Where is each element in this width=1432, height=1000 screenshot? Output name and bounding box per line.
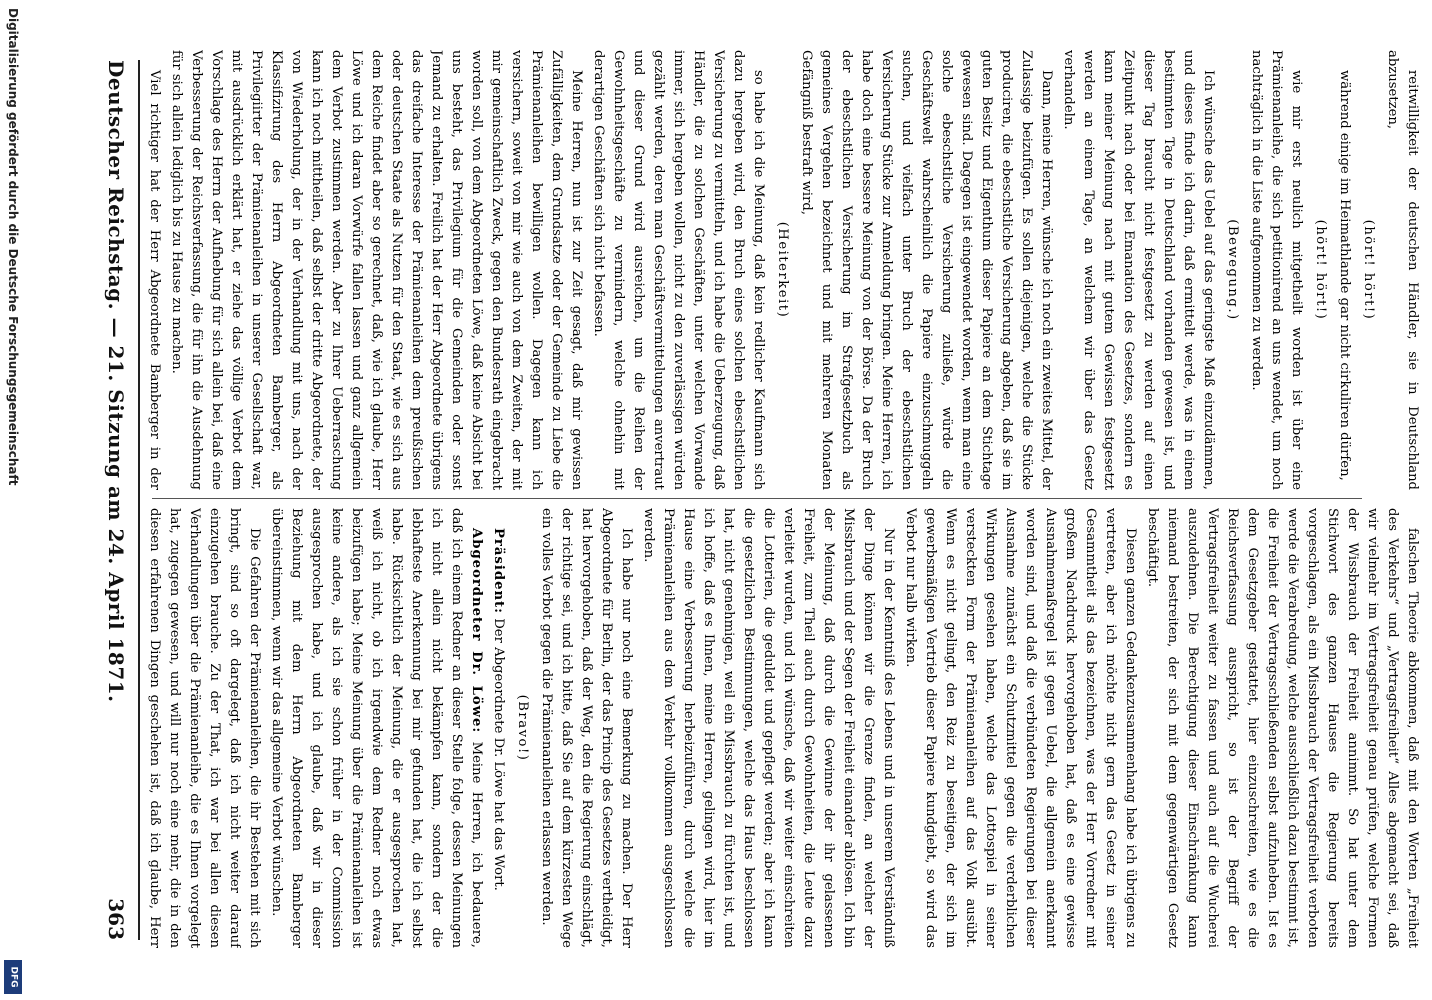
right-paragraph-7: Die Gefahren der Prämienanleihen, die ihr Bestehen mit sich bringt, sind so oft dargelegt, daß ich nicht weiter darauf einzugehen brauche. Zu der That, ich war bei allen diesen Verhandlungen über die Prämienanleihe, die es Ihnen vorgelegt hat, zugegen gewesen, und will nur noch eine mehr, die in den diesen erfahrenen Dingen geschehen ist, daß ich glaube, Herr	[147, 508, 262, 948]
right-paragraph-1: falschen Theorie abkommen, daß mit den Worten „Freiheit des Verkehrs“ und „Vertragsfreiheit“ Alles abgemacht sei, daß wir vielmehr im Vertragsfreiheit genau prüfen, welche Formen der Wissbrauch der Freiheit annimmt. So hat unter dem Stichwort des ganzen Hauses die Regierung bereits vorgeschlagen, als ein Missbrauch der Vertragsfreiheit verboten werde die Verabredung, welche ausschließlich dazu bestimmt ist, die Freiheit der Vertragsschließenden selbst aufzuheben. Ist es dem Gesetzgeber gestattet, hier einzuschreiten, wie es die Reichsverfassung ausspricht, so ist der Begriff der Vertragsfreiheit weiter zu fassen und auch auf die Wucherei auszudehnen. Die Berechtigung dieser Einschränkung kann niemand bestreiten, der sich mit dem gegenwärtigen Gesetz beschäftigt.	[1145, 508, 1420, 948]
page-number: 363	[104, 898, 128, 940]
left-interjection-2: (hört! hört!)	[1313, 219, 1328, 321]
right-paragraph-5: Der Abgeordnete Dr. Löwe hat das Wort.	[491, 618, 506, 891]
speaker-loewe: Abgeordneter Dr. Löwe:	[469, 528, 484, 734]
left-interjection-4: (Heiterkeit)	[775, 221, 790, 319]
left-paragraph-8: Viel richtiger hat der Herr Abgeordnete Bamberger in der	[147, 70, 162, 490]
dfg-logo	[4, 960, 22, 994]
right-paragraph-3: Nur in der Kenntniß des Lebens und in unserem Verständniß der Dinge können wir die Grenze finden, an welcher der Missbrauch und der Segen der Freiheit einander ablösen. Ich bin der Meinung, daß durch die Gewinne der ihr gelassenen Freiheit, zum Theil auch durch Gewohnheiten, die Leute dazu verleitet wurden, und ich wünsche, daß wir weiter einschreiten die Lotterien, die geduldet und gepflegt werden; aber ich kann die gesetzlichen Bestimmungen, welche das Haus beschlossen hat, nicht genehmigen, weil ein Missbrauch zu fürchten ist, und ich hoffe, daß es Ihnen, meine Herren, gelingen wird, hier im Hause eine Verbesserung herbeizuführen, durch welche die Prämienanleihen aus dem Verkehr vollkommen ausgeschlossen werden.	[641, 508, 896, 948]
right-paragraph-4: Ich habe nur noch eine Bemerkung zu machen. Der Herr Abgeordnete für Berlin, der das Princip des Gesetzes vertheidigt, hat hervorgehoben, daß der Weg, den die Regierung einschlägt, der richtige sei, und ich bitte, daß Sie auf dem kürzesten Wege ein volles Verbot gegen die Prämienanleihen erlassen werden.	[539, 508, 634, 948]
right-interjection-1: (Bravo!)	[515, 694, 530, 762]
left-paragraph-4: Ich wünsche das Uebel auf das geringste Maß einzudämmen, und dieses finde ich darin, daß ermittelt werde, was in einem bestimmten Tage in Deutschland vorhanden gewesen ist, und dieser Tag braucht nicht festgesetzt zu werden auf einen Zeitpunkt nach oder bei Emanation des Gesetzes, sondern es kann meiner Meinung nach mit gutem Gewissen festgesetzt werden an einem Tage, an welchem wir über das Gesetz verhandeln.	[1061, 50, 1216, 490]
left-paragraph-2: während einige im Heimathlande gar nicht cirkuliren dürfen,	[1337, 70, 1352, 481]
header-rule	[138, 60, 140, 940]
digitization-credit: Digitalisierung gefördert durch die Deutsche Forschungsgemeinschaft	[6, 8, 20, 486]
dfg-logo-text: DFG	[8, 966, 19, 988]
left-column	[142, 50, 1422, 490]
right-column	[142, 508, 1422, 948]
right-paragraph-6: Meine Herren, ich bedauere, daß ich einem Redner an dieser Stelle folge, dessen Meinungen ich nicht allein nicht bekämpfen kann, sondern der die lebhafteste Anerkennung bei mir gefunden hat, die ich selbst habe. Rücksichtlich der Meinung, die er ausgesprochen hat, weiß ich nicht, ob ich irgendwie dem Redner noch etwas beizufügen habe; Meine Meinung über die Prämienanleihen ist keine andere, als ich sie schon früher in der Commission ausgesprochen habe, und ich glaube, daß wir in dieser Beziehung mit dem Herrn Abgeordneten Bamberger übereinstimmen, wenn wir das allgemeine Verbot wünschen.	[269, 508, 484, 948]
speaker-president: Präsident:	[491, 528, 506, 615]
running-title: Deutscher Reichstag. — 21. Sitzung am 24. April 1871.	[104, 60, 128, 703]
loewe-line	[266, 508, 486, 948]
left-paragraph-3: wie mir erst neulich mitgetheilt worden ist über eine Prämienanleihe, die sich petitionirend an uns wendet, um noch nachträglich in die Liste aufgenommen zu werden.	[1249, 50, 1304, 490]
left-paragraph-7: Meine Herren, nun ist zur Zeit gesagt, daß mir gewissen Zufälligkeiten, dem Grundsatze oder der Gemeinde zu Liebe die Prämienanleihen bewilligen wollen. Dagegen kann ich versichern, soweit von mir wie auch von dem Zweiten, der mit mir gemeinschaftlich Zweck, gegen den Bundesrath eingebracht worden soll, von dem Abgeordneten Löwe, daß keine Absicht bei uns besteht, das Privilegium für die Gemeinden oder sonst Jemand zu erhalten. Freilich hat der Herr Abgeordnete übrigens das dreifache Interesse der Prämienanleihen dem preußischen oder deutschen Staate als Nutzen für den Staat, wie es sich aus dem Reiche findet aber so gerechnet, daß, wie ich glaube, Herr Löwe und ich daran Vorwürfe fallen lassen und ganz allgemein dem Verbot zustimmen werden. Aber zu Ihrer Ueberraschung kann ich noch mittheilen, daß selbst der dritte Abgeordnete, der von Wiederholung, der in der Verhandlung mit uns, nach der Klassifizirung des Herrn Abgeordneten Bamberger, als Privilegiirter der Prämienanleihen in unserer Gesellschaft war, mit ausdrücklich erklärt hat, er ziehe das völlige Verbot dem Vorschlage des Herrn der Aufhebung für sich allein bei, daß eine Verbesserung der Reichsverfassung, die für ihn die Ausdehnung für sich allein lediglich bis zu Hause zu machen.	[169, 50, 584, 490]
president-line	[488, 508, 508, 948]
column-divider	[152, 498, 1362, 499]
page-header	[94, 60, 134, 940]
left-interjection-3: (Bewegung.)	[1225, 219, 1240, 321]
left-paragraph-5: Dann, meine Herren, wünsche ich noch ein zweites Mittel, der Zulassige beizufügen. Es sollen diejenigen, welche die Stücke produciren, die ebeschstliche Versicherung abgeben, daß sie im guten Besitz und Eigenthum dieser Papiere an dem Stichtage gewesen sind. Dagegen ist eingewendet worden, wenn man eine solche ebeschstliche Versicherung zuließe, würde die Geschäftswelt wahrscheinlich die Papiere einzuschmuggeln suchen, und vielfach unter Bruch der ebeschstlichen Versicherung Stücke zur Anmeldung bringen. Meine Herren, ich habe doch eine bessere Meinung von der Börse. Da der Bruch der ebeschstlichen Versicherung im Strafgesetzbuch als gemeines Vergehen bezeichnet und mit mehreren Monaten Gefängniß bestraft wird,	[799, 50, 1054, 490]
left-paragraph-1: reitwilligkeit der deutschen Händler, sie in Deutschland abzusetzen,	[1385, 50, 1420, 490]
left-interjection-1: (hört! hört!)	[1361, 219, 1376, 321]
right-paragraph-2: Diesen ganzen Gedankenzusammenhang habe ich übrigens zu vertreten, aber ich möchte nicht gern das Gesetz in seiner Gesammtheit als das bezeichnen, was der Herr Vorredner mit großem Nachdruck hervorgehoben hat, daß es eine gewisse Ausnahmemaßregel ist gegen Uebel, die allgemein anerkannt worden sind, und daß die verbündeten Regierungen bei dieser Ausnahme zunächst ein Schutzmittel gegen die verderblichen Wirkungen gesehen haben, welche das Lottospiel in seiner versteckten Form der Prämienanleihen auf das Volk ausübt. Wenn es nicht gelingt, den Reiz zu beseitigen, der sich im gewerbsmäßigen Vertrieb dieser Papiere kundgiebt, so wird das Verbot nur halb wirken.	[903, 508, 1138, 948]
digitization-footer	[2, 0, 24, 1000]
left-paragraph-6: so habe ich die Meinung, daß kein redlicher Kaufmann sich dazu hergeben wird, den Bruch eines solchen ebeschstlichen Versicherung zu vermitteln, und ich habe die Ueberzeugung, daß Händler, die zu solchen Geschäften, unter welchen Vorwande immer, sich hergeben wollen, nicht zu den zuverlässigen würden gezählt werden, deren man Geschäftsvermittelungen anvertraut und dieser Grund wird ausreichen, um die Reihen der Gewohnheitsgeschäfte zu vermindern, welche ohnehin mit derartigen Geschäften sich nicht befassen.	[591, 50, 766, 490]
